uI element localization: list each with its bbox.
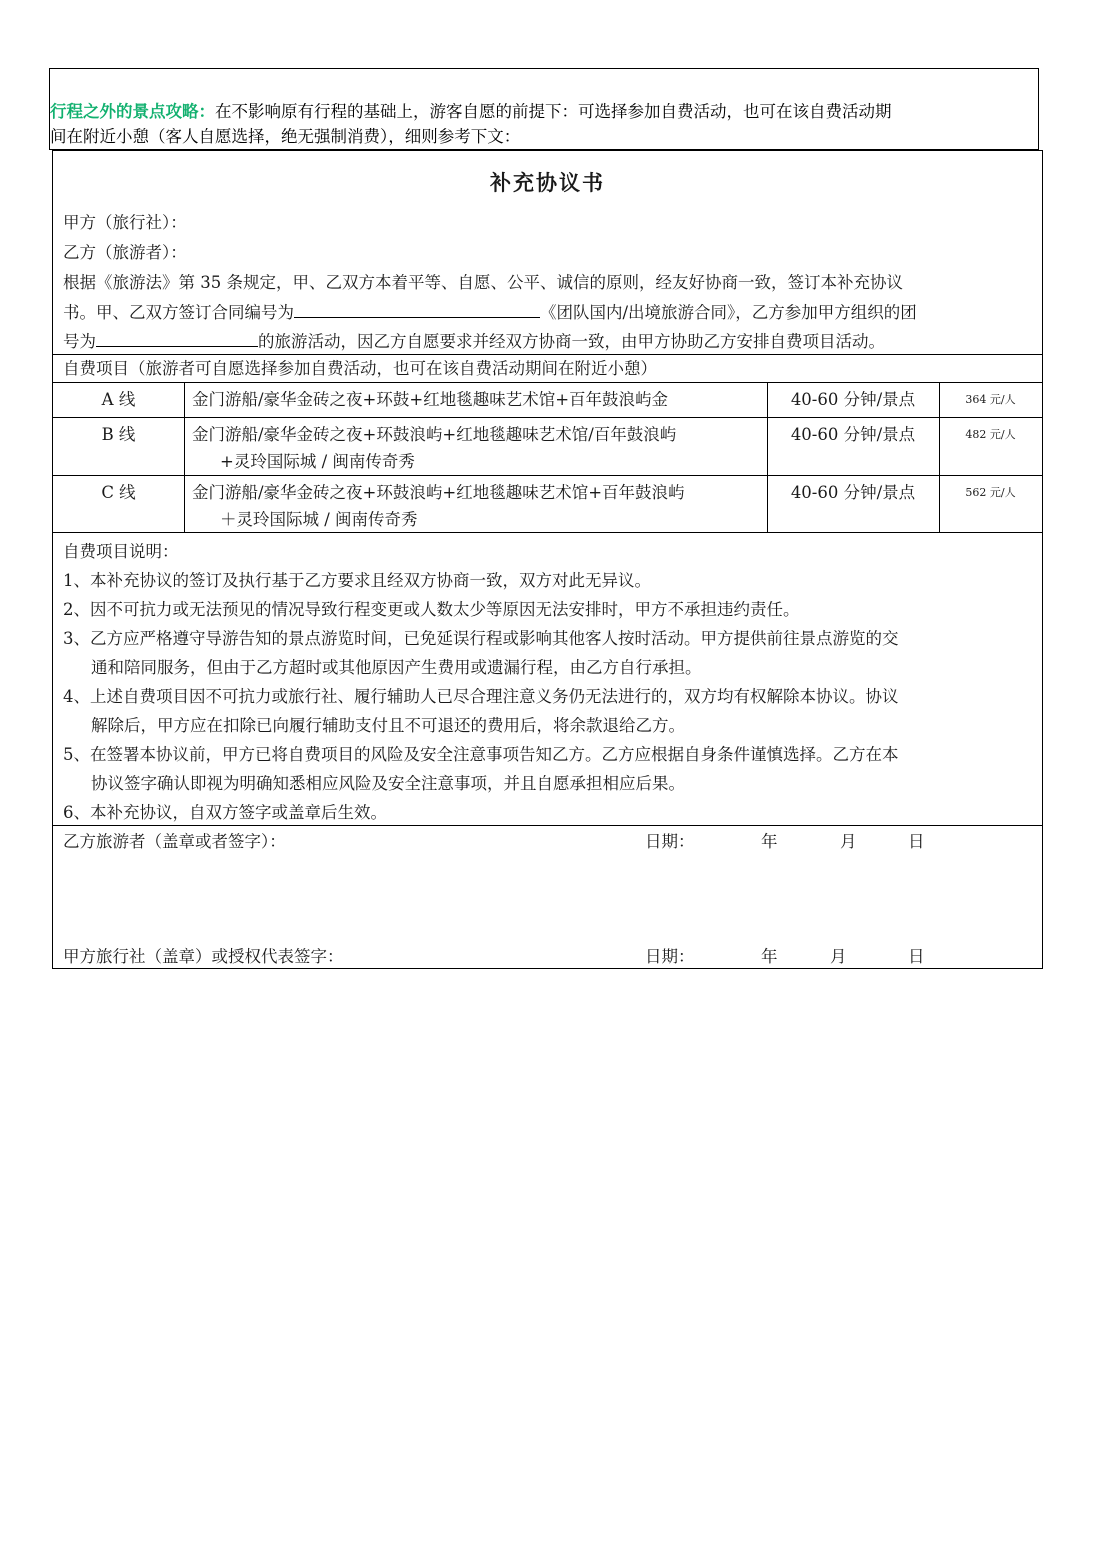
route-items-continued: ＋灵玲国际城 / 闽南传奇秀 xyxy=(220,510,418,529)
route-items: 金门游船/豪华金砖之夜+环鼓+红地毯趣味艺术馆+百年鼓浪屿金 xyxy=(192,390,669,409)
note-item-5-continued: 协议签字确认即视为明确知悉相应风险及安全注意事项，并且自愿承担相应后果。 xyxy=(91,774,685,793)
itinerary-note-box xyxy=(49,68,1039,150)
intro-line-1: 根据《旅游法》第 35 条规定，甲、乙双方本着平等、自愿、公平、诚信的原则，经友好协商一致，签订本补充协议 xyxy=(63,273,903,292)
party-a-date-label: 日期： xyxy=(645,947,695,966)
table-row-divider xyxy=(53,475,1042,476)
divider xyxy=(53,354,1042,355)
table-row-divider xyxy=(53,417,1042,418)
note-item-2: 2、因不可抗力或无法预见的情况导致行程变更或人数太少等原因无法安排时，甲方不承担违约责任。 xyxy=(63,600,800,619)
note-text-line2: 间在附近小憩（客人自愿选择，绝无强制消费），细则参考下文： xyxy=(50,127,521,146)
note-item-4-continued: 解除后，甲方应在扣除已向履行辅助支付且不可退还的费用后，将余款退给乙方。 xyxy=(91,716,685,735)
route-price: 364 元/人 xyxy=(965,393,1016,406)
route-duration: 40-60 分钟/景点 xyxy=(790,483,916,502)
party-b-year-label: 年 xyxy=(761,832,778,851)
route-name: C 线 xyxy=(101,483,136,502)
party-b-line: 乙方（旅游者）： xyxy=(63,243,187,262)
note-lead: 行程之外的景点攻略： xyxy=(50,102,215,121)
intro-line-2-start: 书。甲、乙双方签订合同编号为 xyxy=(63,303,294,322)
route-items: 金门游船/豪华金砖之夜+环鼓浪屿+红地毯趣味艺术馆/百年鼓浪屿 xyxy=(192,425,677,444)
party-a-year-label: 年 xyxy=(761,947,778,966)
intro-line-3-start: 号为 xyxy=(63,332,96,351)
party-a-month-label: 月 xyxy=(830,947,847,966)
party-a-day-label: 日 xyxy=(908,947,925,966)
note-item-5: 5、在签署本协议前，甲方已将自费项目的风险及安全注意事项告知乙方。乙方应根据自身条件谨慎选择。乙方在本 xyxy=(63,745,899,764)
note-item-3: 3、乙方应严格遵守导游告知的景点游览时间，已免延误行程或影响其他客人按时活动。甲方提供前往景点游览的交 xyxy=(63,629,899,648)
notes-header: 自费项目说明： xyxy=(63,542,179,561)
party-b-day-label: 日 xyxy=(908,832,925,851)
divider xyxy=(53,532,1042,533)
route-duration: 40-60 分钟/景点 xyxy=(790,425,916,444)
intro-line-2 xyxy=(63,302,917,323)
note-item-3-continued: 通和陪同服务，但由于乙方超时或其他原因产生费用或遗漏行程，由乙方自行承担。 xyxy=(91,658,702,677)
route-items-continued: +灵玲国际城 / 闽南传奇秀 xyxy=(220,452,415,471)
party-b-signature-label: 乙方旅游者（盖章或者签字）： xyxy=(63,832,286,851)
party-a-signature-label: 甲方旅行社（盖章）或授权代表签字： xyxy=(63,947,344,966)
route-price: 482 元/人 xyxy=(965,428,1016,441)
route-duration: 40-60 分钟/景点 xyxy=(790,390,916,409)
contract-number-blank[interactable] xyxy=(294,302,540,318)
intro-line-3-end: 的旅游活动，因乙方自愿要求并经双方协商一致，由甲方协助乙方安排自费项目活动。 xyxy=(258,332,885,351)
agreement-title: 补充协议书 xyxy=(490,170,605,195)
party-a-line: 甲方（旅行社）： xyxy=(63,213,187,232)
note-item-4: 4、上述自费项目因不可抗力或旅行社、履行辅助人已尽合理注意义务仍无法进行的，双方均有权解除本协议。协议 xyxy=(63,687,899,706)
note-item-1: 1、本补充协议的签订及执行基于乙方要求且经双方协商一致，双方对此无异议。 xyxy=(63,571,651,590)
route-price: 562 元/人 xyxy=(965,486,1016,499)
divider xyxy=(53,825,1042,826)
table-divider xyxy=(184,382,185,532)
party-b-month-label: 月 xyxy=(840,832,857,851)
group-number-blank[interactable] xyxy=(96,331,258,347)
route-items: 金门游船/豪华金砖之夜+环鼓浪屿+红地毯趣味艺术馆+百年鼓浪屿 xyxy=(192,483,685,502)
route-name: A 线 xyxy=(101,390,136,409)
self-paid-section-header: 自费项目（旅游者可自愿选择参加自费活动，也可在该自费活动期间在附近小憩） xyxy=(63,359,657,378)
intro-line-2-end: 《团队国内/出境旅游合同》，乙方参加甲方组织的团 xyxy=(540,303,917,322)
note-item-6: 6、本补充协议，自双方签字或盖章后生效。 xyxy=(63,803,387,822)
supplementary-agreement xyxy=(52,150,1043,969)
divider xyxy=(53,382,1042,383)
route-name: B 线 xyxy=(101,425,136,444)
note-text-line1: 在不影响原有行程的基础上，游客自愿的前提下：可选择参加自费活动，也可在该自费活动期 xyxy=(215,102,892,121)
party-b-date-label: 日期： xyxy=(645,832,695,851)
intro-line-3 xyxy=(63,331,885,352)
itinerary-note xyxy=(50,99,1040,149)
